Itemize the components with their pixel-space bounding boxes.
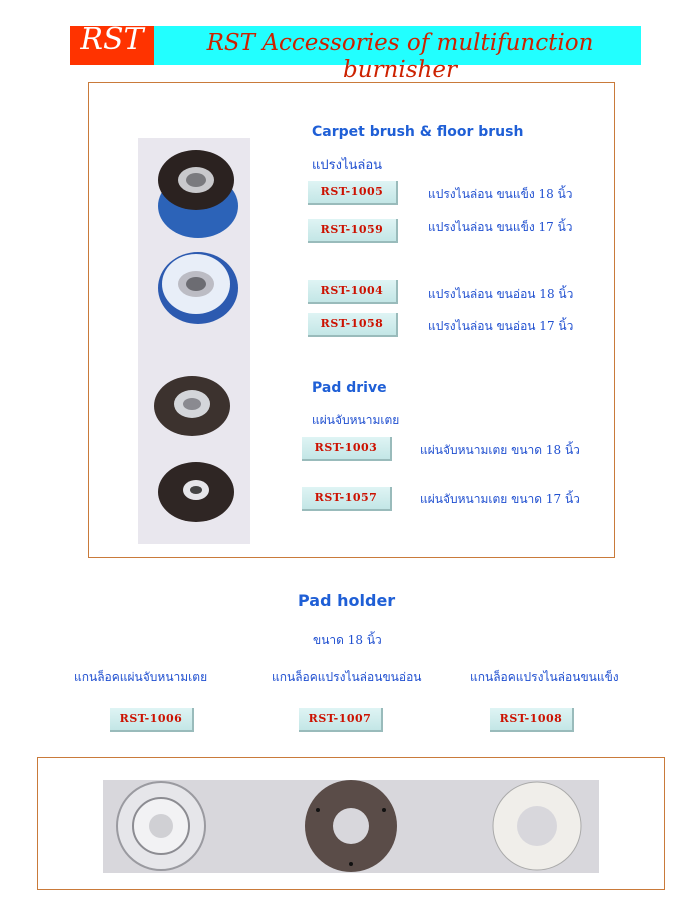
pad-holder-label: แกนล็อคแปรงไนล่อนขนอ่อน xyxy=(272,670,422,684)
code-badge: RST-1003 xyxy=(302,437,392,461)
grey-pad-holder-image xyxy=(493,782,581,870)
product-desc: แผ่นจับหนามเตย ขนาด 18 นิ้ว xyxy=(420,443,580,457)
code-badge: RST-1059 xyxy=(308,219,398,243)
hard-brush-image xyxy=(158,150,238,238)
pad-holder-label: แกนล็อคแผ่นจับหนามเตย xyxy=(74,670,208,684)
pad-holder-label: แกนล็อคแปรงไนล่อนขนแข็ง xyxy=(470,670,619,684)
pad-drive-heading: Pad drive xyxy=(312,380,387,396)
clear-pad-holder-image xyxy=(117,782,205,870)
pad-holder-size: ขนาด 18 นิ้ว xyxy=(313,633,382,647)
code-badge: RST-1058 xyxy=(308,313,398,337)
code-badge: RST-1007 xyxy=(299,708,383,732)
product-desc: แปรงไนล่อน ขนแข็ง 17 นิ้ว xyxy=(428,220,573,234)
code-badge: RST-1006 xyxy=(110,708,194,732)
product-desc: แปรงไนล่อน ขนแข็ง 18 นิ้ว xyxy=(428,187,573,201)
code-badge: RST-1008 xyxy=(490,708,574,732)
carpet-brush-heading: Carpet brush & floor brush xyxy=(312,124,524,140)
page-title xyxy=(190,30,610,84)
product-photo xyxy=(138,138,250,544)
pad-drive-subheading: แผ่นจับหนามเตย xyxy=(312,413,400,427)
pad-drive-18-image xyxy=(154,376,230,436)
product-desc: แผ่นจับหนามเตย ขนาด 17 นิ้ว xyxy=(420,492,580,506)
product-desc: แปรงไนล่อน ขนอ่อน 17 นิ้ว xyxy=(428,319,574,333)
pad-holders-illustration xyxy=(103,780,599,873)
code-badge: RST-1004 xyxy=(308,280,398,304)
product-desc: แปรงไนล่อน ขนอ่อน 18 นิ้ว xyxy=(428,287,574,301)
pad-holder-heading: Pad holder xyxy=(298,591,396,610)
dark-pad-holder-image xyxy=(305,780,397,872)
title-line-2: burnisher xyxy=(343,57,457,83)
soft-brush-image xyxy=(158,252,238,324)
logo-text: RST xyxy=(80,22,144,57)
pad-drive-17-image xyxy=(158,462,234,522)
code-badge: RST-1057 xyxy=(302,487,392,511)
carpet-brush-subheading: แปรงไนล่อน xyxy=(312,158,383,173)
pad-holder-photo xyxy=(103,780,599,873)
title-line-1: RST Accessories of multifunction xyxy=(206,30,594,56)
brushes-illustration xyxy=(138,138,250,544)
code-badge: RST-1005 xyxy=(308,181,398,205)
